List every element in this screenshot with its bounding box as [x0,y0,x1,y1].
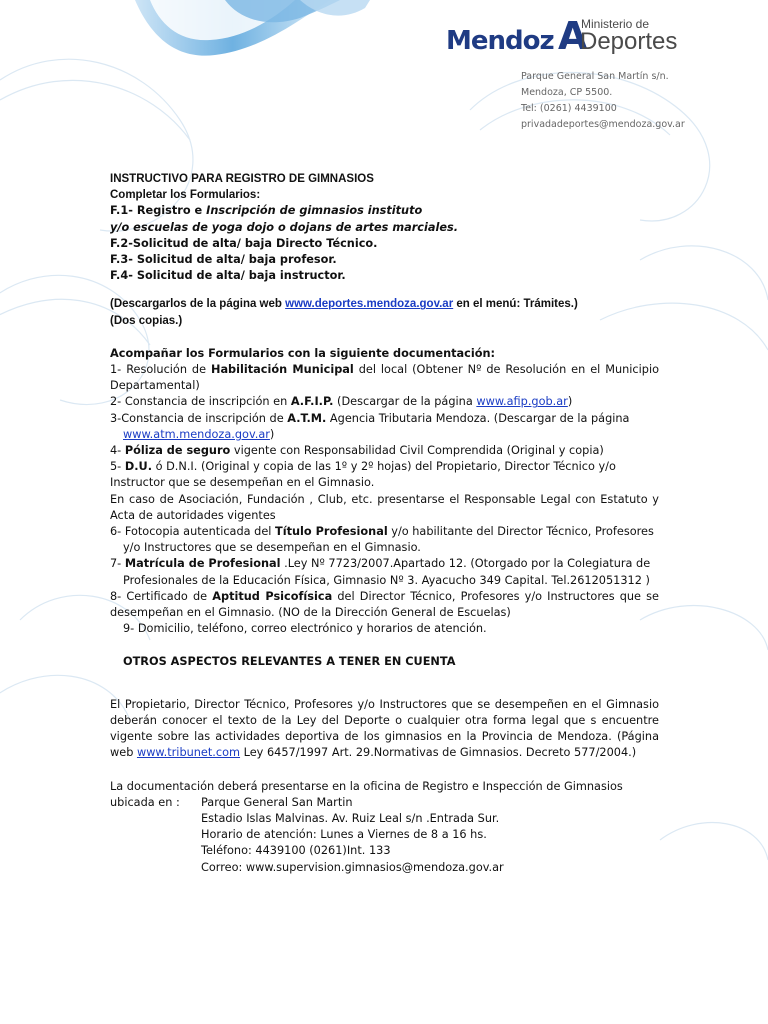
location-hours: Horario de atención: Lunes a Viernes de 8 a 16 hs. [201,828,487,842]
tribunet-link[interactable]: www.tribunet.com [136,746,241,760]
legal-paragraph-a: El Propietario, Director Técnico, Profesores y/o Instructores que se desempeñen en el Gimnasio deberán conocer el texto de la Ley del Deporte o cualquier otra forma legal que s encuentre vigente sobre las actividades deportiva de los gimnasios en la Provincia de Mendoza. (Página web [110,697,659,760]
closing-location [110,795,659,811]
doc-item-3-b: A.T.M. [287,411,327,425]
doc-item-3-c: Agencia Tributaria Mendoza. (Descargar de la página [326,411,630,425]
doc-item-8 [110,589,659,621]
closing-line: La documentación deberá presentarse en la oficina de Registro e Inspección de Gimnasios [110,779,623,793]
location-email: Correo: www.supervision.gimnasios@mendoza.gov.ar [201,860,504,874]
doc-item-7-continuation: Profesionales de la Educación Física, Gimnasio Nº 3. Ayacucho 349 Capital. Tel.2612051312 ) [123,573,650,587]
doc-item-3 [110,411,659,427]
logo-ministerio-text: Ministerio de [581,17,650,31]
doc-item-7-b: Matrícula de Profesional [124,557,281,571]
atm-link[interactable]: www.atm.mendoza.gov.ar [123,427,270,441]
document-subtitle: Completar los Formularios: [110,189,261,202]
location-phone: Teléfono: 4439100 (0261)Int. 133 [201,844,391,858]
doc-item-2-b: A.F.I.P. [290,395,334,409]
location-label: ubicada en : [110,795,180,809]
document-body [110,171,659,876]
doc-item-4-a: 4- [110,444,125,458]
location-park: Parque General San Martin [201,795,353,809]
doc-item-1-b: Habilitación Municipal [210,363,354,377]
doc-item-1-a: 1- Resolución de [110,363,211,377]
form-f1-prefix: F.1- Registro e [110,204,207,218]
document-title: INSTRUCTIVO PARA REGISTRO DE GIMNASIOS [110,173,374,185]
contact-city: Mendoza, CP 5500. [521,87,613,98]
doc-item-2-d: ) [567,395,573,409]
doc-item-6-continuation: y/o Instructores que se desempeñan en el Gimnasio. [123,541,421,555]
location-stadium: Estadio Islas Malvinas. Av. Ruiz Leal s/n .Entrada Sur. [201,811,500,825]
form-f4: F.4- Solicitud de alta/ baja instructor. [110,269,346,283]
doc-item-8-b: Aptitud Psicofísica [212,589,333,603]
logo-a-letter: A [558,14,588,58]
form-f1 [110,203,659,219]
doc-item-6 [110,524,659,540]
doc-item-1-c: del local (Obtener Nº de Resolución en el Municipio Departamental) [110,363,659,393]
doc-item-5 [110,459,659,475]
doc-item-2-a: 2- Constancia de inscripción en [110,395,291,409]
logo-mendoza-text: Mendoz [446,26,554,56]
doc-item-1 [110,362,659,394]
doc-item-6-c: y/o habilitante del Director Técnico, Profesores [387,525,654,539]
doc-item-7 [110,556,659,572]
download-note [110,296,659,312]
otros-aspectos-heading: OTROS ASPECTOS RELEVANTES A TENER EN CUENTA [123,655,456,669]
afip-link[interactable]: www.afip.gob.ar [476,395,568,409]
doc-item-8-c: del Director Técnico, Profesores y/o Instructores que se desempeñan en el Gimnasio. (NO de la Dirección General de Escuelas) [110,589,659,620]
doc-item-8-a: 8- Certificado de [110,589,213,603]
doc-item-7-a: 7- [110,557,125,571]
doc-item-3-link-line [110,427,659,443]
contact-email: privadadeportes@mendoza.gov.ar [521,119,685,130]
doc-item-7-c: .Ley Nº 7723/2007.Apartado 12. (Otorgado por la Colegiatura de [280,557,651,571]
deportes-website-link[interactable]: www.deportes.mendoza.gov.ar [285,298,454,311]
contact-address: Parque General San Martín s/n. [521,71,669,82]
legal-paragraph [110,697,659,762]
copies-note: (Dos copias.) [110,314,183,327]
contact-phone: Tel: (0261) 4439100 [521,103,617,114]
doc-item-5-a: 5- [110,460,125,474]
doc-item-5-b: D.U. [124,460,152,474]
doc-item-9: 9- Domicilio, teléfono, correo electrónico y horarios de atención. [123,622,487,636]
logo-deportes-text: Deportes [580,28,678,55]
doc-item-3-d: ) [269,427,275,441]
form-f2: F.2-Solicitud de alta/ baja Directo Técnico. [110,236,378,250]
documentation-heading: Acompañar los Formularios con la siguiente documentación: [110,346,496,360]
association-note: En caso de Asociación, Fundación , Club, etc. presentarse el Responsable Legal con Estatuto y Acta de autoridades vigentes [110,492,659,522]
doc-item-5-c: ó D.N.I. (Original y copia de las 1º y 2º hojas) del Propietario, Director Técnico y/o [152,460,616,474]
doc-item-2 [110,394,659,410]
doc-item-4-b: Póliza de seguro [124,444,231,458]
contact-block [521,69,685,133]
doc-item-4-c: vigente con Responsabilidad Civil Comprendida (Original y copia) [230,444,604,458]
form-f3: F.3- Solicitud de alta/ baja profesor. [110,253,337,267]
doc-item-6-b: Título Profesional [275,525,388,539]
legal-paragraph-b: Ley 6457/1997 Art. 29.Normativas de Gimnasios. Decreto 577/2004.) [240,746,637,760]
doc-item-3-a: 3-Constancia de inscripción de [110,411,288,425]
download-note-post: en el menú: Trámites.) [453,298,578,311]
doc-item-5-continuation: Instructor que se desempeñan en el Gimnasio. [110,476,375,490]
download-note-pre: (Descargarlos de la página web [110,298,286,311]
doc-item-6-a: 6- Fotocopia autenticada del [110,525,276,539]
form-f1-continuation: y/o escuelas de yoga dojo o dojans de artes marciales. [110,220,459,234]
form-f1-title: Inscripción de gimnasios instituto [206,204,423,218]
doc-item-2-c: (Descargar de la página [333,395,477,409]
ministerio-deportes-logo [446,14,686,58]
doc-item-4 [110,443,659,459]
